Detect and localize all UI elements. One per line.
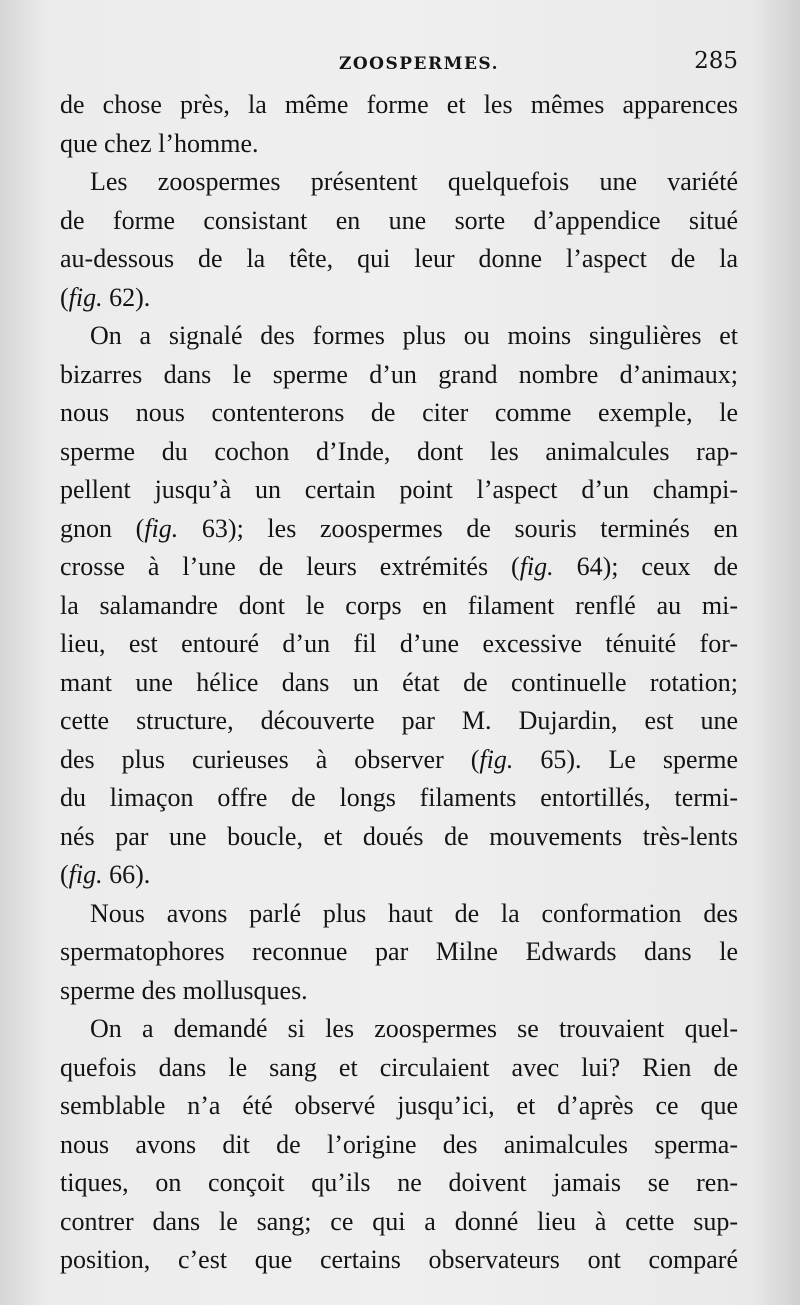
text-line: sperme des mollusques. — [60, 975, 308, 1005]
text-line: On a demandé si les zoospermes se trouvaient quel- — [90, 1014, 738, 1043]
text-line: de chose près, la même forme et les mêmes apparences — [60, 90, 738, 119]
text-line: sperme du cochon d’Inde, dont les animalcules rap- — [60, 436, 738, 466]
text-line: Nous avons parlé plus haut de la conformation des — [90, 898, 738, 928]
running-title: ZOOSPERMES. — [338, 54, 500, 74]
text-line: de forme consistant en une sorte d’appendice situé — [60, 205, 738, 235]
text-line: du limaçon offre de longs filaments entortillés, termi- — [60, 783, 738, 812]
text-line: (fig. 66). — [60, 860, 151, 889]
text-line: mant une hélice dans un état de continuelle rotation; — [60, 667, 738, 697]
text-line: la salamandre dont le corps en filament renflé au mi- — [60, 590, 738, 620]
body-text — [60, 86, 738, 1280]
text-line: crosse à l’une de leurs extrémités (fig. 64); ceux de — [60, 552, 738, 581]
text-line: gnon (fig. 63); les zoospermes de souris terminés en — [60, 513, 738, 543]
text-line: position, c’est que certains observateurs ont comparé — [60, 1245, 738, 1274]
text-line: On a signalé des formes plus ou moins singulières et — [90, 321, 738, 350]
text-line: que chez l’homme. — [60, 128, 259, 158]
text-line: nés par une boucle, et doués de mouvements très-lents — [60, 821, 738, 851]
text-line: nous avons dit de l’origine des animalcules sperma- — [60, 1129, 738, 1159]
page-header — [60, 48, 738, 78]
page-number: 285 — [694, 48, 738, 74]
text-line: contrer dans le sang; ce qui a donné lieu à cette sup- — [60, 1206, 738, 1236]
text-line: des plus curieuses à observer (fig. 65). Le sperme — [60, 744, 738, 774]
text-line: quefois dans le sang et circulaient avec lui? Rien de — [60, 1052, 738, 1082]
text-line: bizarres dans le sperme d’un grand nombre d’animaux; — [60, 359, 738, 389]
text-line: (fig. 62). — [60, 282, 151, 312]
text-line: Les zoospermes présentent quelquefois une variété — [90, 167, 738, 196]
text-line: au-dessous de la tête, qui leur donne l’aspect de la — [60, 244, 738, 273]
text-line: pellent jusqu’à un certain point l’aspect d’un champi- — [60, 475, 738, 504]
text-line: tiques, on conçoit qu’ils ne doivent jamais se ren- — [60, 1168, 738, 1197]
text-line: nous nous contenterons de citer comme exemple, le — [60, 398, 738, 427]
text-line: lieu, est entouré d’un fil d’une excessive ténuité for- — [60, 629, 738, 658]
text-line: cette structure, découverte par M. Dujardin, est une — [60, 706, 738, 735]
text-line: semblable n’a été observé jusqu’ici, et d’après ce que — [60, 1091, 738, 1120]
text-line: spermatophores reconnue par Milne Edwards dans le — [60, 937, 738, 966]
